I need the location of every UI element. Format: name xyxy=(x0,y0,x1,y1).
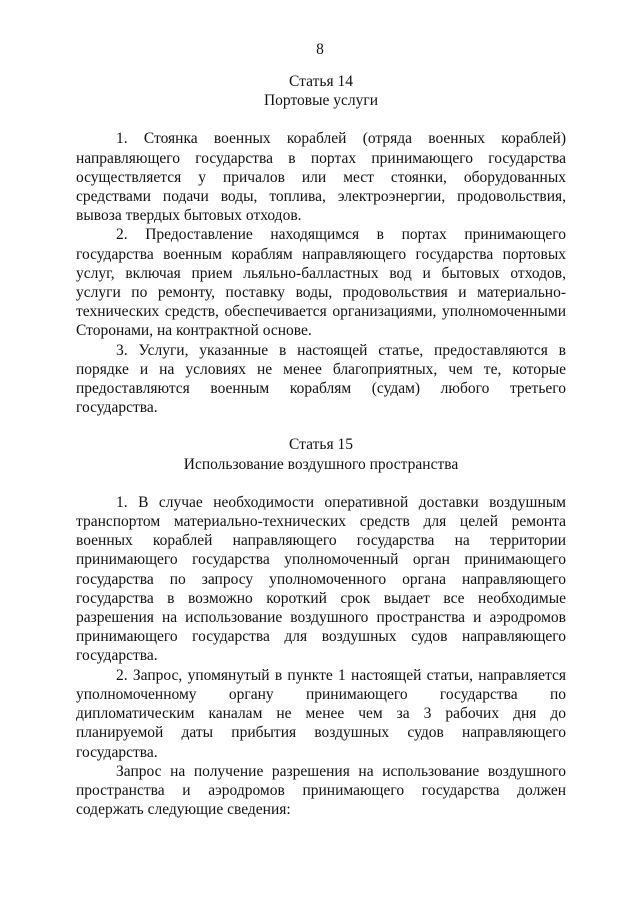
article-14 xyxy=(76,72,566,417)
paragraph: 1. Стоянка военных кораблей (отряда военных кораблей) направляющего государства в портах принимающего государства осуществляется у причалов или мест стоянки, оборудованных средствами подачи воды, топлива, электроэнергии, продовольствия, вывоза твердых бытовых отходов. xyxy=(76,130,566,225)
article-heading: Использование воздушного пространства xyxy=(183,455,459,473)
paragraph: 2. Запрос, упомянутый в пункте 1 настоящей статьи, направляется уполномоченному органу принимающего государства по дипломатическим каналам не менее чем за 3 рабочих дня до планируемой даты прибытия воздушных судов направляющего государства. xyxy=(76,666,566,761)
paragraph: 2. Предоставление находящимся в портах принимающего государства военным кораблям направляющего государства портовых услуг, включая прием льяльно-балластных вод и бытовых отходов, услуги по ремонту, поставку воды, продовольствия и материально-технических средств, обеспечивается организациями, уполномоченными Сторонами, на контрактной основе. xyxy=(76,226,566,340)
document-body xyxy=(76,72,566,819)
paragraph: Запрос на получение разрешения на использование воздушного пространства и аэродромов принимающего государства должен содержать следующие сведения: xyxy=(76,762,566,819)
article-title: Статья 15 xyxy=(289,436,353,454)
article-title: Статья 14 xyxy=(289,73,353,90)
paragraph: 1. В случае необходимости оперативной доставки воздушным транспортом материально-технических средств для целей ремонта военных кораблей направляющего государства на территории принимающего государства уполномоченный орган принимающего государства по запросу уполномоченного органа направляющего государства в возможно короткий срок выдает все необходимые разрешения на использование воздушного пространства и аэродромов принимающего государства для воздушных судов направляющего государства. xyxy=(76,493,566,665)
article-15 xyxy=(76,435,566,819)
page-number: 8 xyxy=(316,41,324,58)
paragraph: 3. Услуги, указанные в настоящей статье, предоставляются в порядке и на условиях не менее благоприятных, чем те, которые предоставляются военным кораблям (судам) любого третьего государства. xyxy=(76,341,566,417)
article-heading: Портовые услуги xyxy=(263,92,379,110)
